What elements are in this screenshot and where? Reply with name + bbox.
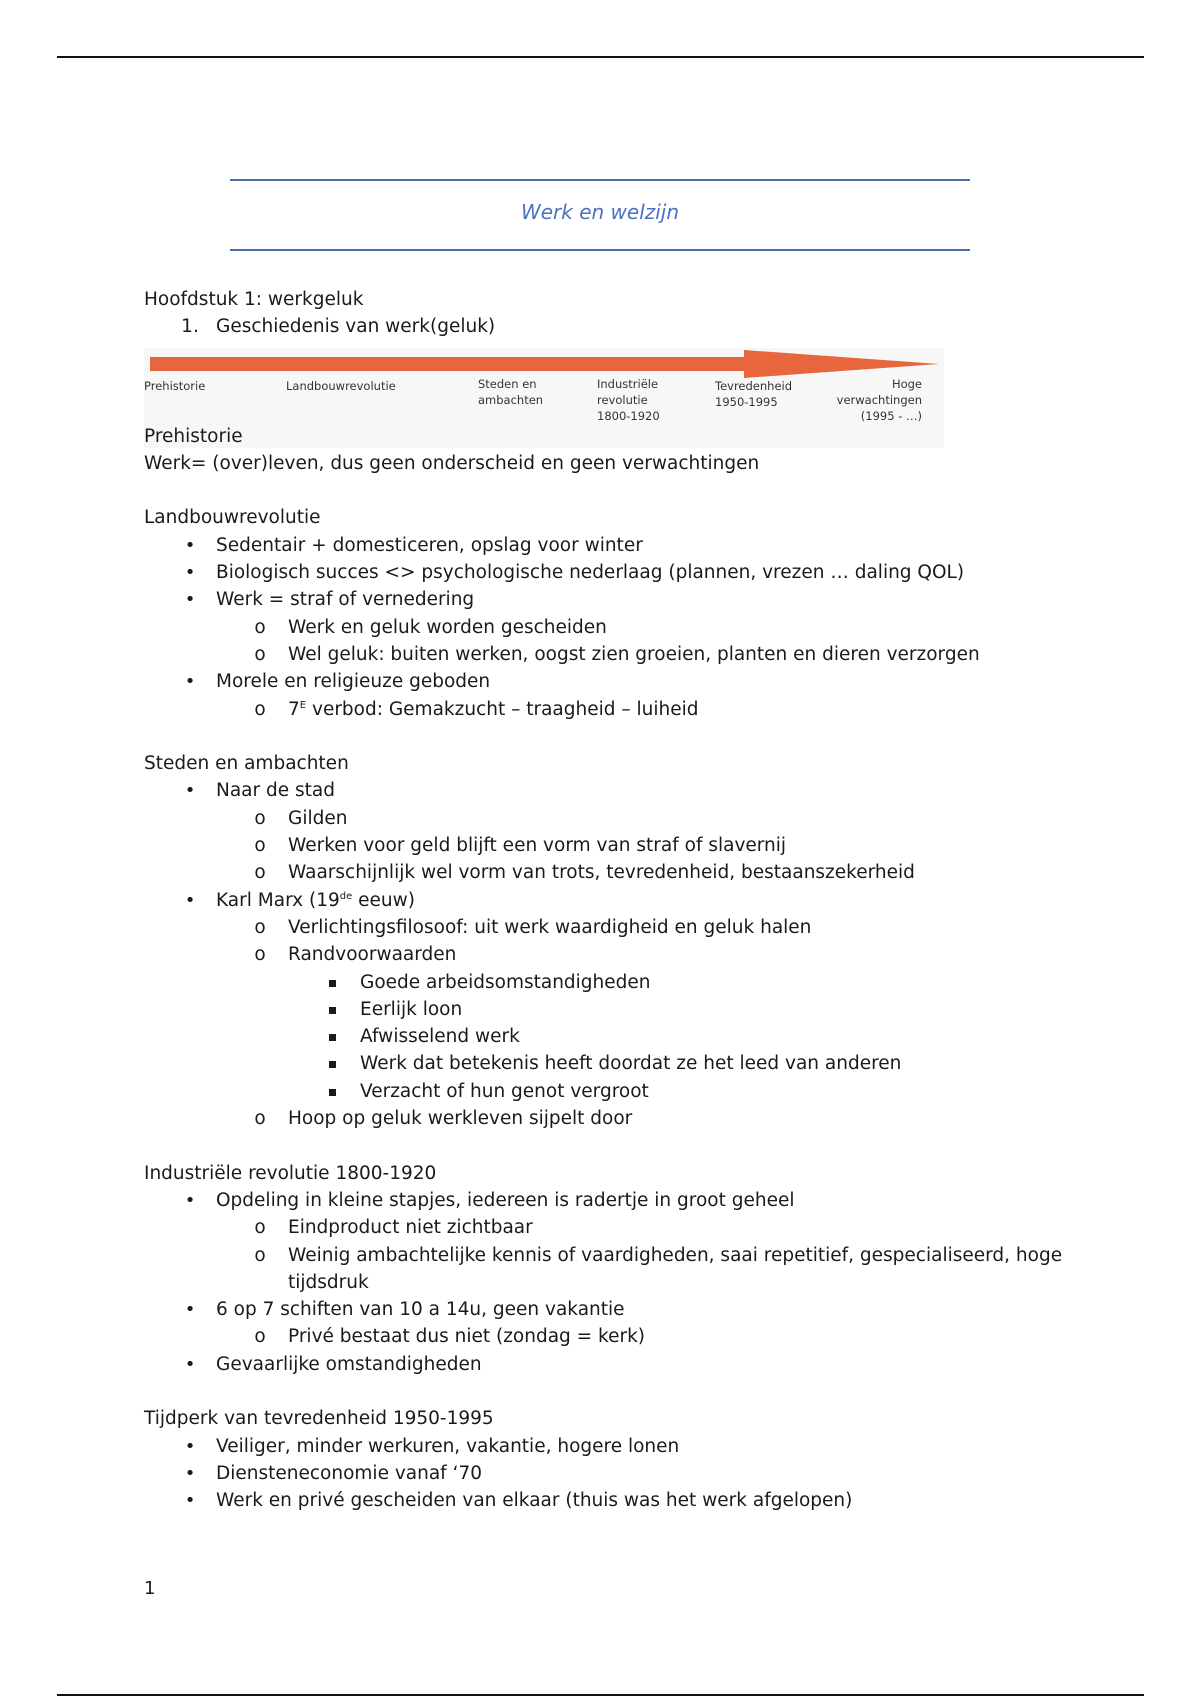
list-item-text: 6 op 7 schiften van 10 a 14u, geen vakantie xyxy=(216,1299,625,1321)
list-item-text: Gilden xyxy=(288,807,348,829)
circle-marker: o xyxy=(254,1108,266,1130)
spacer xyxy=(144,477,1064,504)
heading-industrie-text: Industriële revolutie 1800-1920 xyxy=(144,1162,437,1184)
list-item xyxy=(144,559,1064,586)
page-number: 1 xyxy=(144,1578,156,1599)
timeline-label-hoge-verwachtingen: Hoge verwachtingen (1995 - …) xyxy=(836,377,922,423)
timeline-spacer xyxy=(144,341,1064,423)
list-item xyxy=(144,1323,1064,1350)
bullet-marker: • xyxy=(184,1299,196,1321)
list-item-text: Privé bestaat dus niet (zondag = kerk) xyxy=(288,1326,646,1348)
list-item xyxy=(144,941,1064,968)
list-item xyxy=(144,641,1064,668)
bullet-marker: • xyxy=(184,1490,196,1512)
list-item-text: Eerlijk loon xyxy=(360,998,463,1020)
bullet-marker: • xyxy=(184,534,196,556)
heading-steden xyxy=(144,750,1064,777)
circle-marker: o xyxy=(254,916,266,938)
timeline-label-prehistorie: Prehistorie xyxy=(144,379,206,393)
title-rule-top xyxy=(230,179,970,181)
spacer xyxy=(144,1378,1064,1405)
heading-steden-text: Steden en ambachten xyxy=(144,753,349,775)
list-item xyxy=(144,668,1064,695)
list-item xyxy=(144,777,1064,804)
list-item-rest: verbod: Gemakzucht – traagheid – luiheid xyxy=(306,698,699,720)
bullet-marker: • xyxy=(184,671,196,693)
list-item-text: Afwisselend werk xyxy=(360,1026,520,1048)
list-item-text: Wel geluk: buiten werken, oogst zien groeien, planten en dieren verzorgen xyxy=(288,643,980,665)
bullet-marker: • xyxy=(184,1462,196,1484)
list-item xyxy=(144,996,1064,1023)
list-item-text: Werk dat betekenis heeft doordat ze het leed van anderen xyxy=(360,1053,902,1075)
list-item xyxy=(144,969,1064,996)
timeline-label-landbouwrevolutie: Landbouwrevolutie xyxy=(286,379,396,393)
list-item-text: Naar de stad xyxy=(216,780,335,802)
list-item-text: Opdeling in kleine stapjes, iedereen is radertje in groot geheel xyxy=(216,1189,795,1211)
square-bullet xyxy=(329,980,336,987)
list-item-text: Sedentair + domesticeren, opslag voor winter xyxy=(216,534,643,556)
list-item-text: Hoop op geluk werkleven sijpelt door xyxy=(288,1108,633,1130)
list-item-post: eeuw) xyxy=(352,889,415,911)
list-item xyxy=(144,1433,1064,1460)
heading-prehistorie xyxy=(144,423,1064,450)
list-item-text: Diensteneconomie vanaf ‘70 xyxy=(216,1462,482,1484)
list-item xyxy=(144,1214,1064,1241)
circle-marker: o xyxy=(254,1326,266,1348)
list-item-text: Randvoorwaarden xyxy=(288,944,457,966)
list-item-text: Verzacht of hun genot vergroot xyxy=(360,1080,649,1102)
list-item-text: Werk en geluk worden gescheiden xyxy=(288,616,607,638)
list-item-text xyxy=(216,887,415,914)
spacer xyxy=(144,1132,1064,1159)
list-item-text: Werk = straf of vernedering xyxy=(216,589,475,611)
title-rule-bottom xyxy=(230,249,970,251)
bullet-marker: • xyxy=(184,889,196,911)
list-item-text: Morele en religieuze geboden xyxy=(216,671,491,693)
circle-marker: o xyxy=(254,944,266,966)
chapter-heading-text: Hoofdstuk 1: werkgeluk xyxy=(144,289,364,310)
circle-marker: o xyxy=(254,616,266,638)
list-item-text: Werken voor geld blijft een vorm van straf of slavernij xyxy=(288,835,787,857)
list-item-text: Eindproduct niet zichtbaar xyxy=(288,1217,533,1239)
list-item xyxy=(144,887,1064,914)
list-item-text: Biologisch succes <> psychologische nederlaag (plannen, vrezen … daling QOL) xyxy=(216,562,965,584)
square-bullet xyxy=(329,1034,336,1041)
timeline-label-steden: Steden en ambachten xyxy=(478,377,544,407)
list-item xyxy=(144,914,1064,941)
square-bullet xyxy=(329,1061,336,1068)
list-item xyxy=(144,696,1064,723)
spacer xyxy=(144,723,1064,750)
list-item xyxy=(144,1187,1064,1214)
section-number: 1. xyxy=(181,316,199,338)
heading-landbouw-text: Landbouwrevolutie xyxy=(144,507,321,529)
bullet-marker: • xyxy=(184,589,196,611)
timeline-label-tevredenheid: Tevredenheid 1950-1995 xyxy=(715,379,793,409)
square-bullet xyxy=(329,1089,336,1096)
list-item xyxy=(144,832,1064,859)
timeline-label-industrie: Industriële revolutie 1800-1920 xyxy=(597,377,660,423)
list-item-text: Goede arbeidsomstandigheden xyxy=(360,971,651,993)
list-item xyxy=(144,1460,1064,1487)
heading-tevredenheid xyxy=(144,1405,1064,1432)
list-item xyxy=(144,1050,1064,1077)
circle-marker: o xyxy=(254,835,266,857)
list-item xyxy=(144,1487,1064,1514)
circle-marker: o xyxy=(254,698,266,720)
list-item-text: Waarschijnlijk wel vorm van trots, tevredenheid, bestaanszekerheid xyxy=(288,862,915,884)
list-item-text xyxy=(288,696,699,723)
list-item-text: Verlichtingsfilosoof: uit werk waardigheid en geluk halen xyxy=(288,916,812,938)
list-item-text: tijdsdruk xyxy=(288,1271,369,1293)
list-item-pre: Karl Marx (19 xyxy=(216,889,340,911)
chapter-heading xyxy=(144,286,1064,313)
list-item xyxy=(144,1023,1064,1050)
heading-tevredenheid-text: Tijdperk van tevredenheid 1950-1995 xyxy=(144,1408,494,1430)
list-item-text: Werk en privé gescheiden van elkaar (thuis was het werk afgelopen) xyxy=(216,1490,853,1512)
heading-industrie xyxy=(144,1160,1064,1187)
list-item-text: Weinig ambachtelijke kennis of vaardigheden, saai repetitief, gespecialiseerd, hoge xyxy=(288,1244,1063,1266)
circle-marker: o xyxy=(254,807,266,829)
bullet-marker: • xyxy=(184,780,196,802)
ordinal-suffix: E xyxy=(299,699,307,711)
bullet-marker: • xyxy=(184,562,196,584)
ordinal-suffix: de xyxy=(339,890,353,902)
list-item xyxy=(144,614,1064,641)
heading-prehistorie-text: Prehistorie xyxy=(144,425,243,447)
list-item xyxy=(144,1242,1064,1269)
section-title: Geschiedenis van werk(geluk) xyxy=(216,316,496,338)
list-item xyxy=(144,859,1064,886)
square-bullet xyxy=(329,1007,336,1014)
list-item xyxy=(144,1105,1064,1132)
list-item xyxy=(144,805,1064,832)
section-heading xyxy=(144,313,1064,340)
list-item xyxy=(144,586,1064,613)
heading-landbouw xyxy=(144,504,1064,531)
top-page-rule xyxy=(57,56,1144,58)
circle-marker: o xyxy=(254,643,266,665)
circle-marker: o xyxy=(254,1217,266,1239)
paragraph-prehistorie xyxy=(144,450,1064,477)
list-item xyxy=(144,532,1064,559)
bullet-marker: • xyxy=(184,1353,196,1375)
list-item-text: Veiliger, minder werkuren, vakantie, hogere lonen xyxy=(216,1435,680,1457)
circle-marker: o xyxy=(254,1244,266,1266)
bottom-page-rule xyxy=(57,1694,1144,1696)
ordinal-number: 7 xyxy=(288,698,300,720)
bullet-marker: • xyxy=(184,1189,196,1211)
list-item xyxy=(144,1296,1064,1323)
circle-marker: o xyxy=(254,862,266,884)
list-item-continuation xyxy=(144,1269,1064,1296)
list-item-text: Gevaarlijke omstandigheden xyxy=(216,1353,482,1375)
bullet-marker: • xyxy=(184,1435,196,1457)
document-body xyxy=(144,286,1064,1514)
document-title: Werk en welzijn xyxy=(520,200,680,224)
paragraph-prehistorie-text: Werk= (over)leven, dus geen onderscheid en geen verwachtingen xyxy=(144,452,760,474)
list-item xyxy=(144,1351,1064,1378)
list-item xyxy=(144,1078,1064,1105)
